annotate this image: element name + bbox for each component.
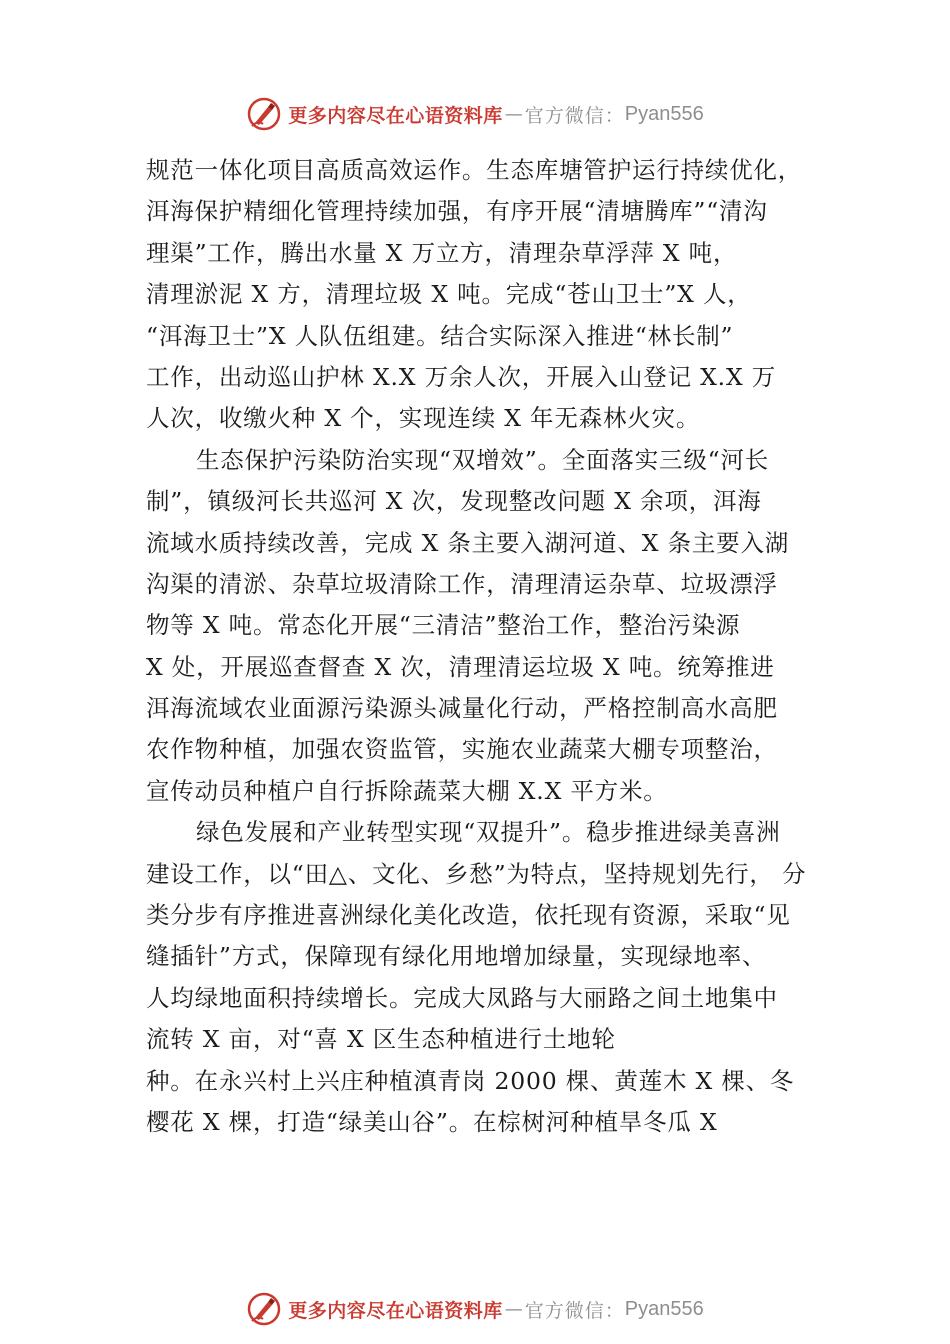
pen-logo-icon [246, 1291, 282, 1327]
text-line: 建设工作，以“田△、文化、乡愁”为特点，坚持规划先行， 分 [146, 859, 807, 888]
banner-separator: — [504, 103, 523, 125]
wechat-label: 官方微信： [524, 104, 625, 127]
text-line: 洱海保护精细化管理持续加强，有序开展“清塘腾库”“清沟 [146, 197, 768, 226]
text-line: 宣传动员种植户自行拆除蔬菜大棚 X.X 平方米。 [146, 776, 668, 805]
text-line: 生态保护污染防治实现“双增效”。全面落实三级“河长 [196, 445, 770, 474]
text-line: 类分步有序推进喜洲绿化美化改造，依托现有资源，采取“见 [146, 901, 791, 930]
text-line: 农作物种植，加强农资监管，实施农业蔬菜大棚专项整治， [146, 735, 778, 764]
text-line: “洱海卫士”X 人队伍组建。结合实际深入推进“林长制” [146, 321, 734, 350]
text-line: 工作，出动巡山护林 X.X 万余人次，开展入山登记 X.X 万 [146, 362, 777, 391]
wechat-id: Pyan556 [624, 102, 704, 125]
text-line: 人次，收缴火种 X 个，实现连续 X 年无森林火灾。 [146, 404, 701, 433]
text-line: 流转 X 亩，对“喜 X 区生态种植进行土地轮 [146, 1025, 616, 1054]
wechat-id: Pyan556 [624, 1297, 704, 1320]
text-line: 沟渠的清淤、杂草垃圾清除工作，清理清运杂草、垃圾漂浮 [146, 569, 778, 598]
text-line: X 处，开展巡查督查 X 次，清理清运垃圾 X 吨。统筹推进 [146, 652, 775, 681]
text-line: 种。在永兴村上兴庄种植滇青岗 2000 棵、黄莲木 X 棵、冬 [146, 1066, 795, 1095]
wechat-label: 官方微信： [524, 1299, 625, 1322]
footer-banner [0, 1289, 950, 1329]
banner-separator: — [504, 1298, 523, 1320]
text-line: 绿色发展和产业转型实现“双提升”。稳步推进绿美喜洲 [196, 818, 781, 847]
text-line: 洱海流域农业面源污染源头减量化行动，严格控制高水高肥 [146, 694, 778, 723]
brand-text: 更多内容尽在心语资料库 [288, 1299, 503, 1322]
paragraph [146, 440, 816, 813]
text-line: 清理淤泥 X 方，清理垃圾 X 吨。完成“苍山卫士”X 人， [146, 280, 752, 309]
pen-logo-icon [246, 96, 282, 132]
text-line: 规范一体化项目高质高效运作。生态库塘管护运行持续优化， [146, 156, 803, 184]
text-line: 理渠”工作，腾出水量 X 万立方，清理杂草浮萍 X 吨， [146, 238, 738, 267]
text-line: 制”，镇级河长共巡河 X 次，发现整改问题 X 余项，洱海 [146, 487, 762, 516]
text-line: 樱花 X 棵，打造“绿美山谷”。在棕树河种植旱冬瓜 X [146, 1107, 718, 1136]
text-line: 物等 X 吨。常态化开展“三清洁”整治工作，整治污染源 [146, 611, 741, 640]
paragraph [146, 812, 816, 1143]
text-line: 人均绿地面积持续增长。完成大凤路与大丽路之间土地集中 [146, 983, 778, 1012]
paragraph [146, 150, 816, 440]
brand-text: 更多内容尽在心语资料库 [288, 104, 503, 127]
header-banner [0, 94, 950, 134]
document-body [146, 150, 816, 1143]
text-line: 缝插针”方式，保障现有绿化用地增加绿量，实现绿地率、 [146, 942, 767, 971]
text-line: 流域水质持续改善，完成 X 条主要入湖河道、X 条主要入湖 [146, 528, 790, 557]
